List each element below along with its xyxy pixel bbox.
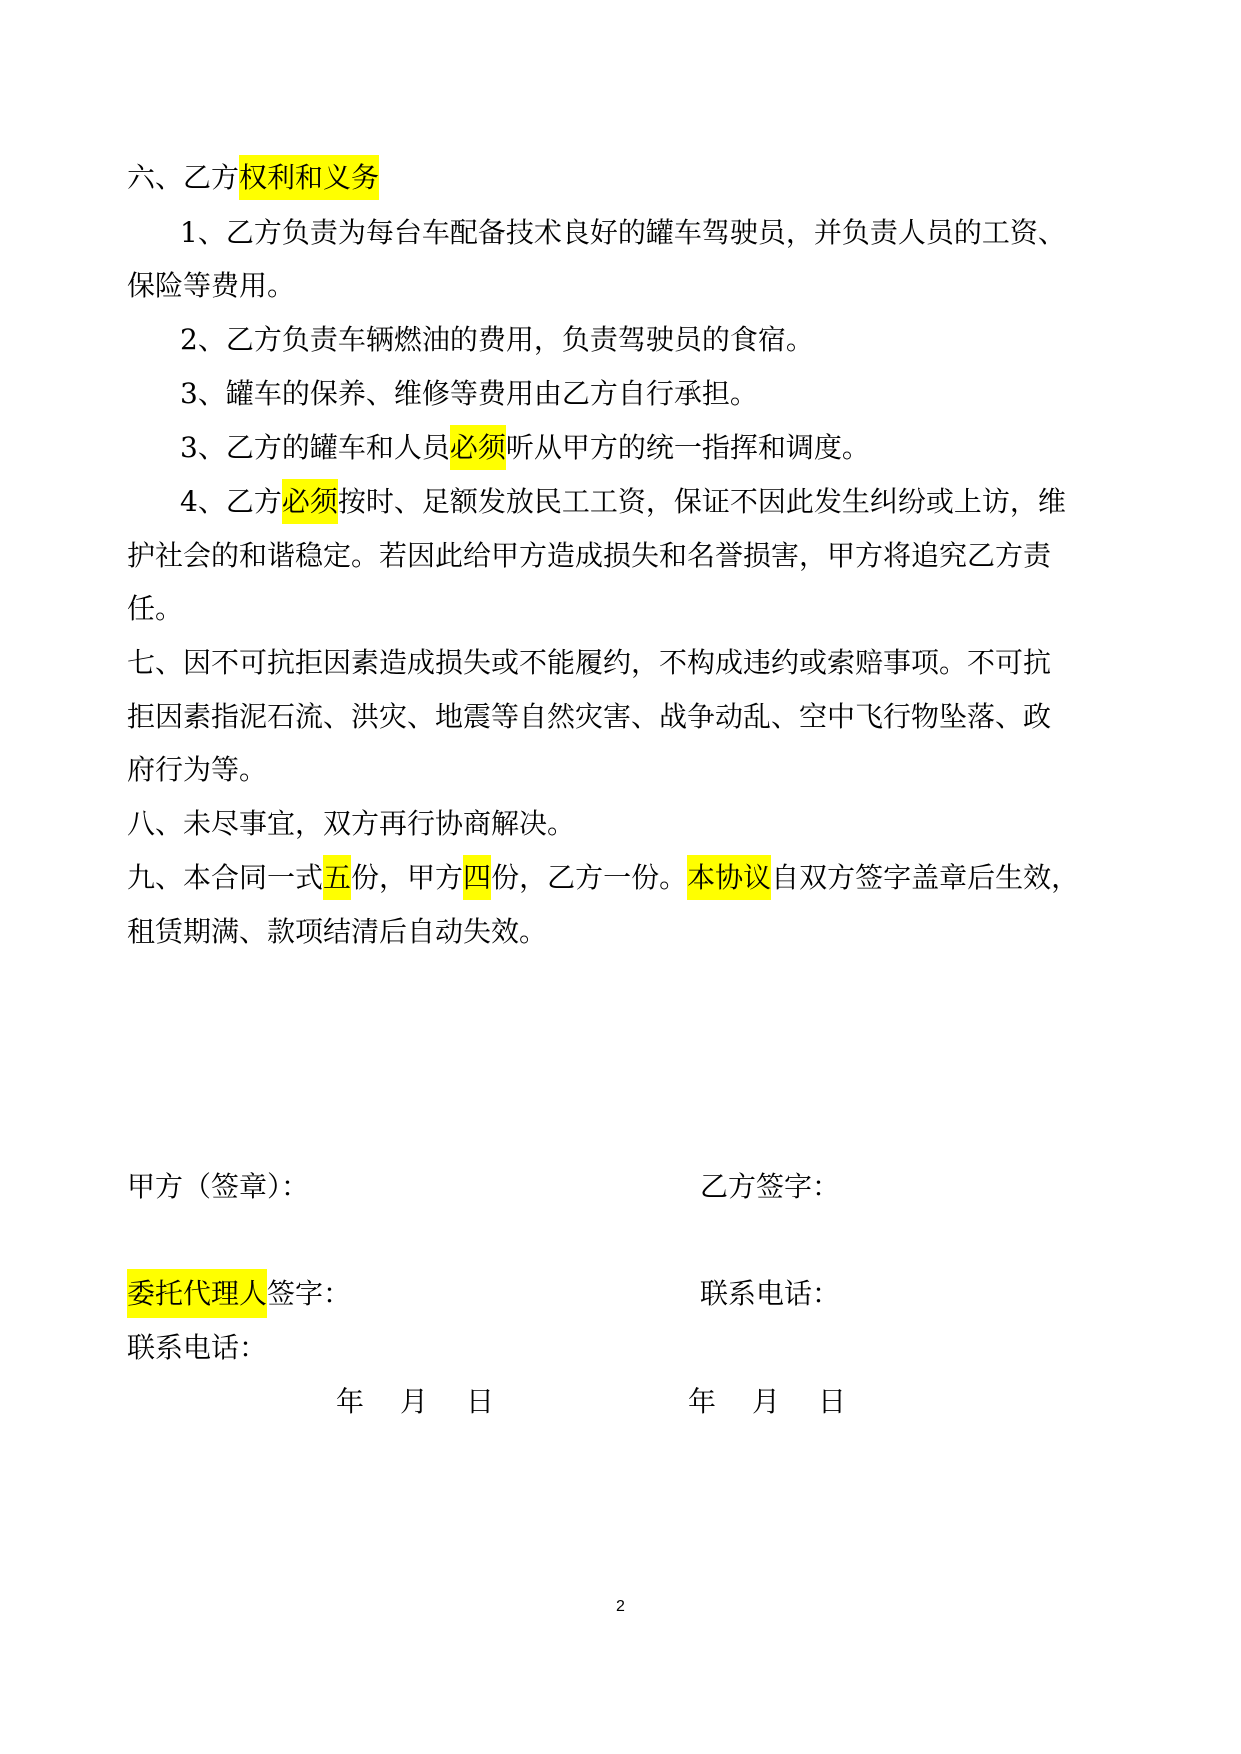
section9-line1 — [127, 858, 1080, 898]
section6-item4-line3: 任。 — [127, 592, 184, 625]
section6-item1-line1: 1、乙方负责为每台车配备技术良好的罐车驾驶员，并负责人员的工资、 — [180, 216, 1066, 249]
section6-item2: 2、乙方负责车辆燃油的费用，负责驾驶员的食宿。 — [180, 323, 814, 356]
section6-item1-line2: 保险等费用。 — [127, 269, 296, 302]
section6-item4-line1 — [180, 482, 1066, 522]
section9-highlight-four: 四 — [463, 855, 491, 900]
section7-line2: 拒因素指泥石流、洪灾、地震等自然灾害、战争动乱、空中飞行物坠落、政 — [127, 700, 1052, 733]
agent-signature-label — [127, 1274, 351, 1314]
party-a-signature-label: 甲方（签章）： — [127, 1170, 310, 1203]
section6-item3a: 3、罐车的保养、维修等费用由乙方自行承担。 — [180, 377, 758, 410]
party-a-phone-label: 联系电话： — [127, 1331, 268, 1364]
section6-item4-highlight: 必须 — [282, 479, 338, 524]
section9-seg2: 份，甲方 — [351, 861, 464, 894]
date-left-month: 月 — [400, 1385, 429, 1418]
section7-line1: 七、因不可抗拒因素造成损失或不能履约，不构成违约或索赔事项。不可抗 — [127, 646, 1052, 679]
section9-highlight-agreement: 本协议 — [687, 855, 771, 900]
agent-highlight: 委托代理人 — [127, 1269, 267, 1318]
date-right-day: 日 — [818, 1385, 847, 1418]
party-b-signature-label: 乙方签字： — [700, 1170, 841, 1203]
section6-item3b-pre: 3、乙方的罐车和人员 — [180, 431, 450, 464]
section6-heading — [127, 158, 1241, 198]
page-number: 2 — [616, 1598, 625, 1615]
section6-heading-prefix: 六、乙方 — [127, 161, 240, 194]
section6-item3b — [180, 428, 1241, 468]
section7-line3: 府行为等。 — [127, 753, 268, 786]
date-right-month: 月 — [752, 1385, 781, 1418]
section6-item4-post: 按时、足额发放民工工资，保证不因此发生纠纷或上访，维 — [337, 485, 1066, 518]
section9-line2: 租赁期满、款项结清后自动失效。 — [127, 915, 548, 948]
agent-suffix: 签字： — [267, 1277, 352, 1310]
party-b-phone-label: 联系电话： — [700, 1277, 841, 1310]
section9-highlight-five: 五 — [323, 855, 351, 900]
section9-seg1: 九、本合同一式 — [127, 861, 324, 894]
section6-item3b-post: 听从甲方的统一指挥和调度。 — [505, 431, 870, 464]
section6-item4-pre: 4、乙方 — [180, 485, 282, 518]
section8-line1: 八、未尽事宜，双方再行协商解决。 — [127, 807, 576, 840]
section6-heading-highlight: 权利和义务 — [239, 155, 379, 200]
section9-seg4: 自双方签字盖章后生效， — [771, 861, 1080, 894]
section6-item4-line2: 护社会的和谐稳定。若因此给甲方造成损失和名誉损害，甲方将追究乙方责 — [127, 539, 1052, 572]
date-right-year: 年 — [688, 1385, 717, 1418]
section6-item3b-highlight: 必须 — [450, 425, 506, 470]
section9-seg3: 份，乙方一份。 — [491, 861, 688, 894]
date-left-year: 年 — [336, 1385, 365, 1418]
date-left-day: 日 — [466, 1385, 495, 1418]
